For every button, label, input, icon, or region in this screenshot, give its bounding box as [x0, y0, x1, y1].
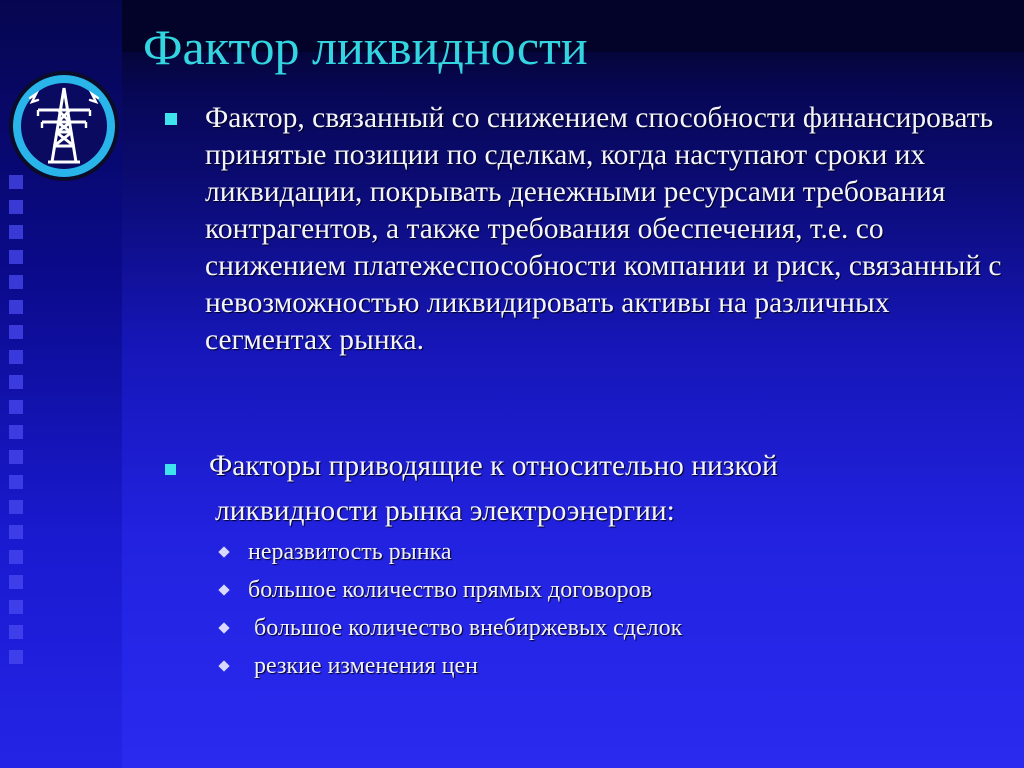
bullet-text-line-2: ликвидности рынка электроэнергии: — [215, 495, 675, 527]
sub-bullet-text: большое количество внебиржевых сделок — [254, 615, 683, 641]
slide-title: Фактор ликвидности — [143, 19, 588, 75]
sub-bullet-item — [218, 650, 998, 688]
diamond-bullet-icon — [218, 660, 229, 671]
sub-bullet-list — [218, 536, 998, 688]
sub-bullet-text: большое количество прямых договоров — [248, 577, 652, 603]
diamond-bullet-icon — [218, 546, 229, 557]
sub-bullet-item — [218, 612, 998, 650]
bullet-marker — [165, 464, 176, 475]
bullet-marker — [165, 113, 177, 125]
bullet-item — [165, 100, 1005, 359]
bullet-text: Фактор, связанный со снижением способности финансировать принятые позиции по сделкам, когда наступают сроки их ликвидации, покрывать денежными ресурсами требования контрагентов, а также требования обеспечения, т.е. со снижением платежеспособности компании и риск, связанный с невозможностью ликвидировать активы на различных сегментах рынка. — [205, 102, 1002, 356]
sub-bullet-text: неразвитость рынка — [248, 539, 452, 565]
diamond-bullet-icon — [218, 584, 229, 595]
sub-bullet-item — [218, 574, 998, 612]
sub-bullet-text: резкие изменения цен — [254, 653, 478, 679]
diamond-bullet-icon — [218, 622, 229, 633]
bullet-item — [165, 448, 1005, 530]
power-pylon-icon — [8, 70, 120, 182]
sub-bullet-item — [218, 536, 998, 574]
bullet-text-line-1: Факторы приводящие к относительно низкой — [209, 450, 778, 482]
decorative-squares — [9, 175, 25, 675]
